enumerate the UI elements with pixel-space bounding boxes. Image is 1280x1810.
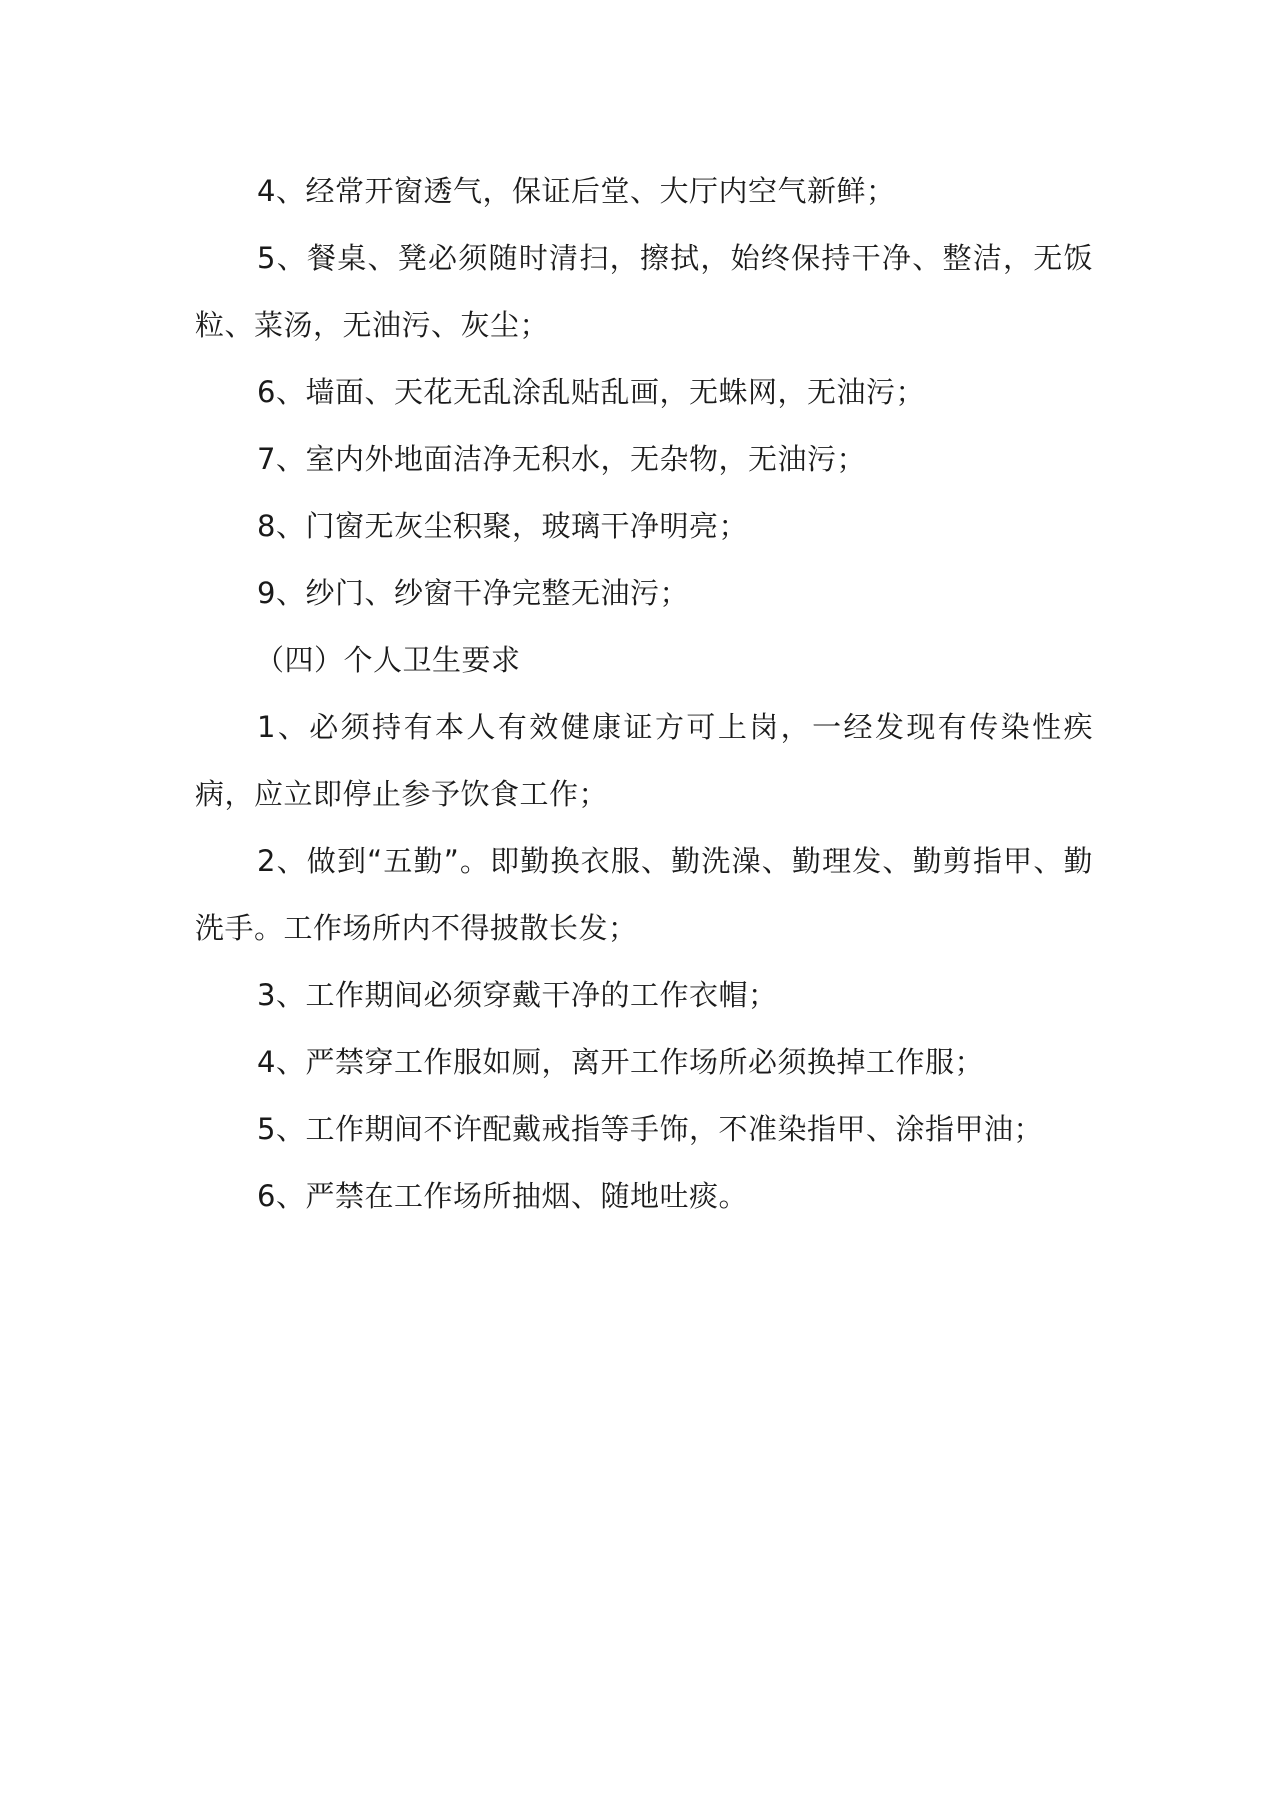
paragraph-item-6-walls: 6、墙面、天花无乱涂乱贴乱画，无蛛网，无油污； — [257, 375, 925, 409]
paragraph-hygiene-2-five-diligences: 2、做到“五勤”。即勤换衣服、勤洗澡、勤理发、勤剪指甲、勤洗手。工作场所内不得披散长发； — [195, 844, 1093, 945]
paragraph-item-5-tables: 5、餐桌、凳必须随时清扫，擦拭，始终保持干净、整洁，无饭粒、菜汤，无油污、灰尘； — [195, 241, 1093, 342]
paragraph-hygiene-3-work-clothes: 3、工作期间必须穿戴干净的工作衣帽； — [257, 978, 778, 1012]
document-body — [195, 158, 1093, 1230]
paragraph-item-4-ventilation: 4、经常开窗透气，保证后堂、大厅内空气新鲜； — [257, 174, 896, 208]
paragraph-hygiene-1-health-certificate: 1、必须持有本人有效健康证方可上岗，一经发现有传染性疾病，应立即停止参予饮食工作； — [195, 710, 1093, 811]
paragraph-item-8-windows: 8、门窗无灰尘积聚，玻璃干净明亮； — [257, 509, 748, 543]
paragraph-hygiene-6-smoking: 6、严禁在工作场所抽烟、随地吐痰。 — [257, 1179, 748, 1213]
paragraph-item-7-floors: 7、室内外地面洁净无积水，无杂物，无油污； — [257, 442, 866, 476]
paragraph-hygiene-4-restroom: 4、严禁穿工作服如厕，离开工作场所必须换掉工作服； — [257, 1045, 984, 1079]
paragraph-hygiene-5-jewelry: 5、工作期间不许配戴戒指等手饰，不准染指甲、涂指甲油； — [257, 1112, 1043, 1146]
section-heading-personal-hygiene: （四）个人卫生要求 — [255, 643, 521, 677]
paragraph-item-9-screens: 9、纱门、纱窗干净完整无油污； — [257, 576, 689, 610]
